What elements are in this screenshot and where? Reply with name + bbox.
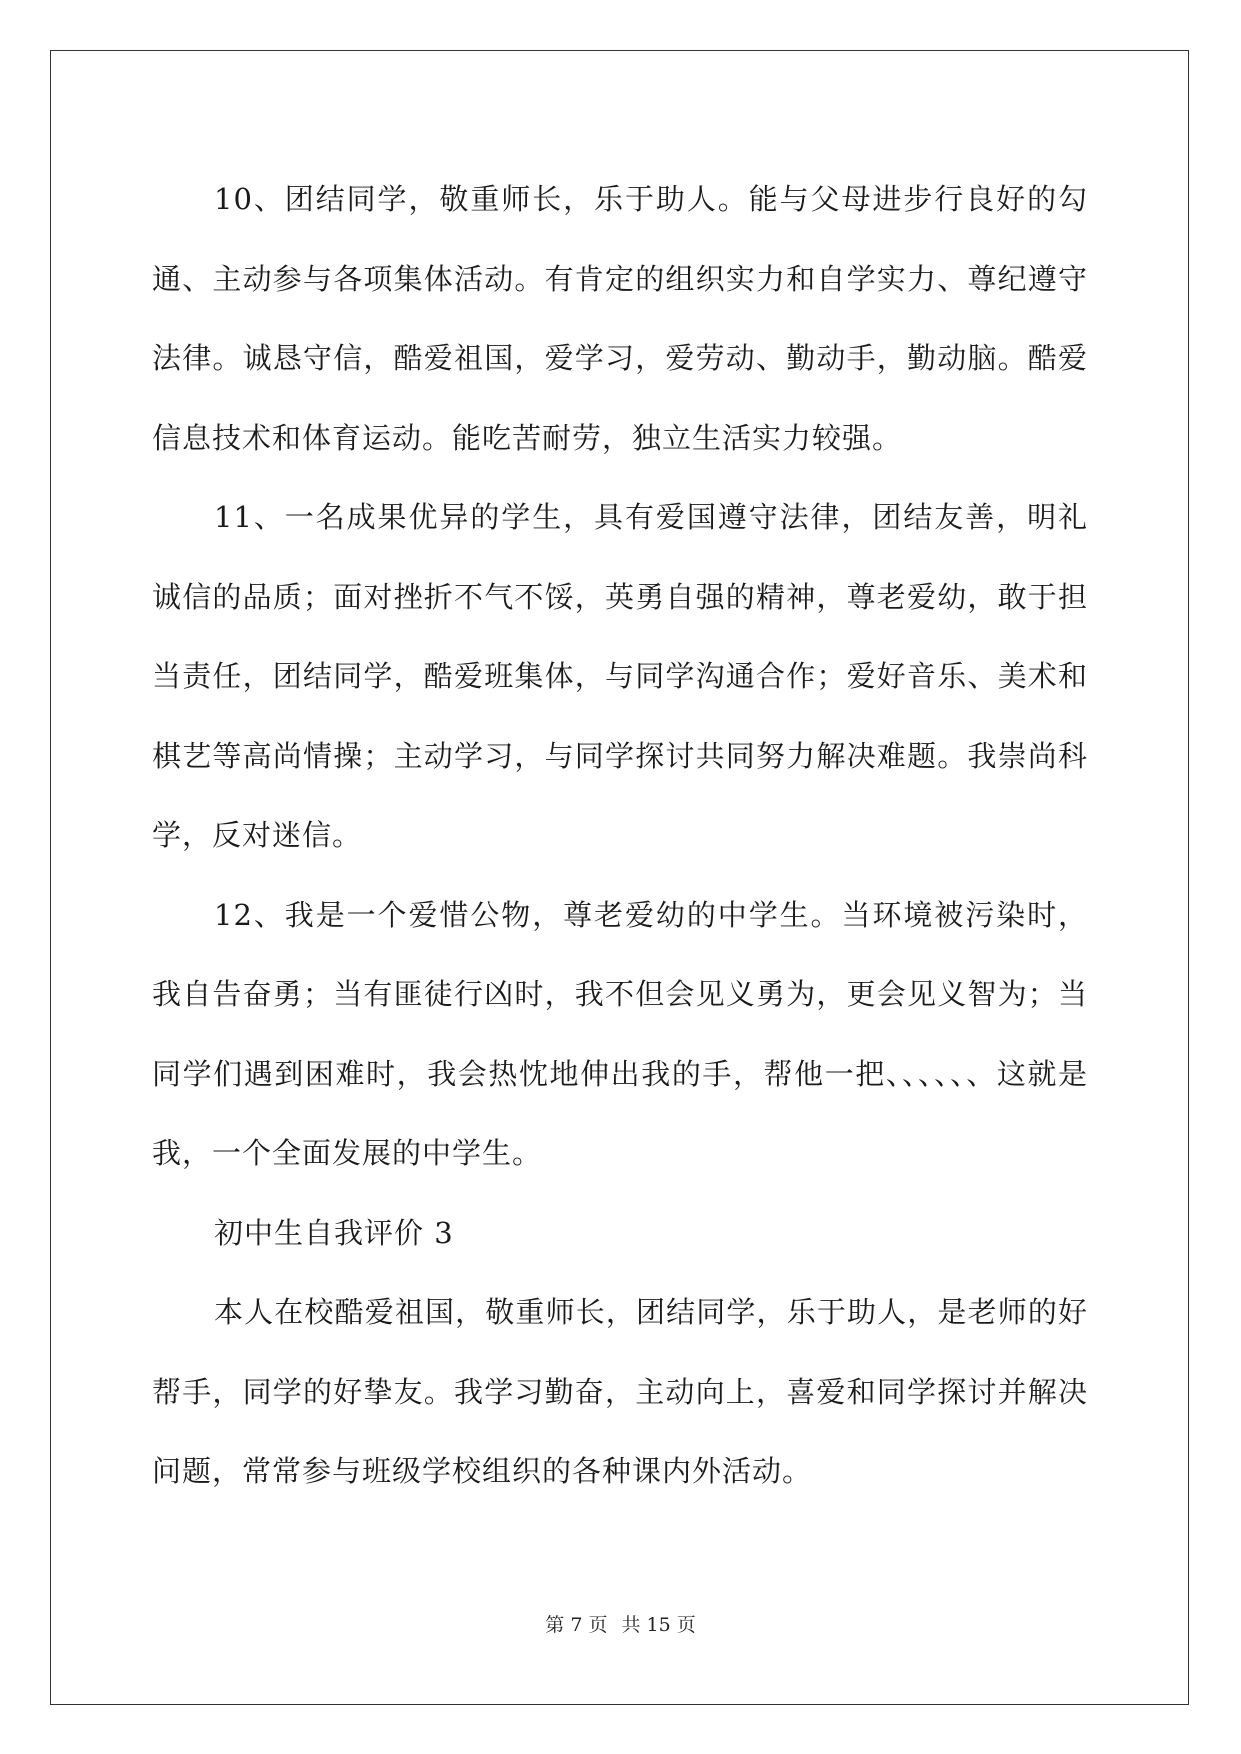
page-number: 第 7 页 xyxy=(545,1614,608,1636)
document-body xyxy=(152,160,1088,1512)
paragraph-10: 10、团结同学，敬重师长，乐于助人。能与父母进步行良好的勾通、主动参与各项集体活动。有肯定的组织实力和自学实力、尊纪遵守法律。诚恳守信，酷爱祖国，爱学习，爱劳动、勤动手，勤动脑。酷爱信息技术和体育运动。能吃苦耐劳，独立生活实力较强。 xyxy=(152,182,1088,455)
closing-paragraph: 本人在校酷爱祖国，敬重师长，团结同学，乐于助人，是老师的好帮手，同学的好挚友。我学习勤奋，主动向上，喜爱和同学探讨并解决问题，常常参与班级学校组织的各种课内外活动。 xyxy=(152,1295,1088,1488)
paragraph-12: 12、我是一个爱惜公物，尊老爱幼的中学生。当环境被污染时，我自告奋勇；当有匪徒行凶时，我不但会见义勇为，更会见义智为；当同学们遇到困难时，我会热忱地伸出我的手，帮他一把、、、、、、这就是我，一个全面发展的中学生。 xyxy=(152,897,1088,1170)
paragraph-11: 11、一名成果优异的学生，具有爱国遵守法律，团结友善，明礼诚信的品质；面对挫折不气不馁，英勇自强的精神，尊老爱幼，敢于担当责任，团结同学，酷爱班集体，与同学沟通合作；爱好音乐、美术和棋艺等高尚情操；主动学习，与同学探讨共同努力解决难题。我崇尚科学，反对迷信。 xyxy=(152,500,1088,852)
page-footer xyxy=(0,1610,1241,1637)
section-heading: 初中生自我评价 3 xyxy=(214,1215,454,1250)
page-total: 共 15 页 xyxy=(621,1614,696,1636)
